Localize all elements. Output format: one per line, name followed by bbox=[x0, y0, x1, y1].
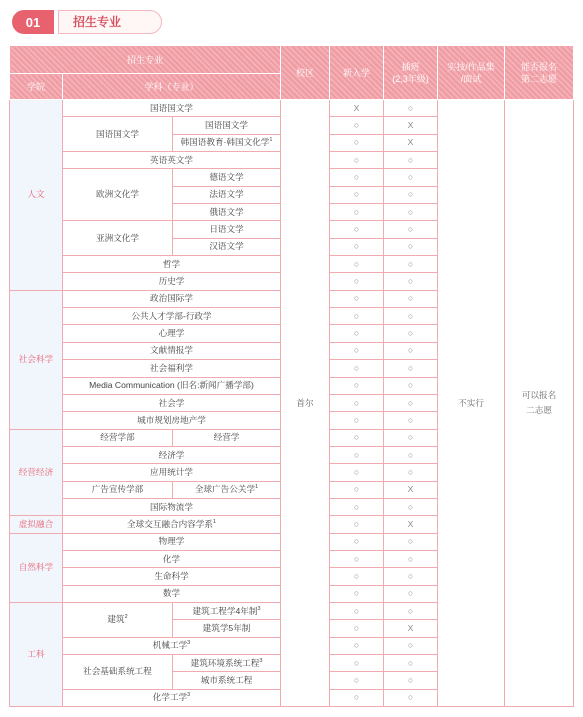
header-major: 学科（专业） bbox=[63, 74, 281, 100]
major-name: 国际物流学 bbox=[63, 498, 281, 515]
college-name: 虚拟融合 bbox=[10, 516, 63, 533]
transfer-mark: ○ bbox=[384, 412, 438, 429]
footnote-mark: 3 bbox=[259, 657, 263, 664]
footnote-mark: 3 bbox=[187, 640, 191, 647]
transfer-mark: ○ bbox=[384, 360, 438, 377]
header-transfer bbox=[384, 46, 438, 100]
major-name: 汉语文学 bbox=[173, 238, 281, 255]
major-name: 政治国际学 bbox=[63, 290, 281, 307]
freshman-mark: ○ bbox=[330, 481, 384, 498]
major-name: 化学 bbox=[63, 550, 281, 567]
freshman-mark: ○ bbox=[330, 689, 384, 706]
freshman-mark: ○ bbox=[330, 412, 384, 429]
transfer-mark: ○ bbox=[384, 325, 438, 342]
transfer-mark: ○ bbox=[384, 238, 438, 255]
transfer-mark: ○ bbox=[384, 221, 438, 238]
header-second-choice bbox=[505, 46, 574, 100]
major-name: 城市规划房地产学 bbox=[63, 412, 281, 429]
major-name: 英语英文学 bbox=[63, 152, 281, 169]
transfer-mark: ○ bbox=[384, 464, 438, 481]
transfer-mark: ○ bbox=[384, 290, 438, 307]
header-transfer-main: 插班 bbox=[401, 61, 420, 72]
major-name: 生命科学 bbox=[63, 568, 281, 585]
footnote-mark: 3 bbox=[257, 605, 261, 612]
major-name: 文献情报学 bbox=[63, 342, 281, 359]
freshman-mark: ○ bbox=[330, 256, 384, 273]
freshman-mark: ○ bbox=[330, 186, 384, 203]
major-name: 社会学 bbox=[63, 394, 281, 411]
department-name: 国语国文学 bbox=[63, 117, 173, 152]
major-name: 全球广告公关学$^1$ bbox=[173, 481, 281, 498]
transfer-mark: ○ bbox=[384, 655, 438, 672]
freshman-mark: ○ bbox=[330, 308, 384, 325]
header-group: 招生专业 bbox=[10, 46, 281, 74]
section-number: 01 bbox=[12, 10, 54, 34]
transfer-mark: ○ bbox=[384, 550, 438, 567]
freshman-mark: ○ bbox=[330, 238, 384, 255]
freshman-mark: ○ bbox=[330, 134, 384, 151]
header-practical bbox=[438, 46, 505, 100]
campus-value: 首尔 bbox=[281, 100, 330, 707]
footnote-mark: 3 bbox=[187, 692, 191, 699]
transfer-mark: ○ bbox=[384, 152, 438, 169]
freshman-mark: ○ bbox=[330, 550, 384, 567]
major-name: 数学 bbox=[63, 585, 281, 602]
transfer-mark: ○ bbox=[384, 100, 438, 117]
transfer-mark: ○ bbox=[384, 672, 438, 689]
transfer-mark: ○ bbox=[384, 377, 438, 394]
department-name: 广告宣传学部 bbox=[63, 481, 173, 498]
transfer-mark: ○ bbox=[384, 637, 438, 654]
footnote-mark: 2 bbox=[124, 614, 128, 621]
freshman-mark: ○ bbox=[330, 533, 384, 550]
major-name: 物理学 bbox=[63, 533, 281, 550]
freshman-mark: ○ bbox=[330, 585, 384, 602]
freshman-mark: ○ bbox=[330, 360, 384, 377]
transfer-mark: ○ bbox=[384, 689, 438, 706]
major-name: 建筑学5年制 bbox=[173, 620, 281, 637]
freshman-mark: ○ bbox=[330, 221, 384, 238]
section-title: 招生专业 bbox=[58, 10, 162, 34]
major-name: 建筑工程学4年制$^3$ bbox=[173, 602, 281, 619]
freshman-mark: ○ bbox=[330, 498, 384, 515]
freshman-mark: ○ bbox=[330, 464, 384, 481]
major-name: 机械工学$^3$ bbox=[63, 637, 281, 654]
freshman-mark: ○ bbox=[330, 602, 384, 619]
transfer-mark: ○ bbox=[384, 446, 438, 463]
freshman-mark: ○ bbox=[330, 672, 384, 689]
freshman-mark: ○ bbox=[330, 117, 384, 134]
freshman-mark: ○ bbox=[330, 394, 384, 411]
transfer-mark: X bbox=[384, 481, 438, 498]
department-name: 社会基础系统工程 bbox=[63, 655, 173, 690]
header-practical-main: 实技/作品集 bbox=[447, 61, 495, 72]
freshman-mark: ○ bbox=[330, 204, 384, 221]
freshman-mark: ○ bbox=[330, 152, 384, 169]
transfer-mark: X bbox=[384, 117, 438, 134]
college-name: 工科 bbox=[10, 602, 63, 706]
second-choice-line: 可以报名 bbox=[521, 390, 557, 401]
table-row bbox=[10, 100, 574, 117]
major-name: 化学工学$^3$ bbox=[63, 689, 281, 706]
major-name: 建筑环境系统工程$^3$ bbox=[173, 655, 281, 672]
college-name: 经营经济 bbox=[10, 429, 63, 516]
major-name: 哲学 bbox=[63, 256, 281, 273]
section-header bbox=[12, 10, 162, 34]
practical-value: 不实行 bbox=[438, 100, 505, 707]
major-name: 国语国文学 bbox=[173, 117, 281, 134]
college-name: 人文 bbox=[10, 100, 63, 291]
freshman-mark: ○ bbox=[330, 446, 384, 463]
freshman-mark: ○ bbox=[330, 620, 384, 637]
major-name: 日语文学 bbox=[173, 221, 281, 238]
department-name: 亚洲文化学 bbox=[63, 221, 173, 256]
transfer-mark: ○ bbox=[384, 169, 438, 186]
transfer-mark: ○ bbox=[384, 533, 438, 550]
second-choice-value bbox=[505, 100, 574, 707]
transfer-mark: ○ bbox=[384, 186, 438, 203]
department-name: 欧洲文化学 bbox=[63, 169, 173, 221]
header-college: 学院 bbox=[10, 74, 63, 100]
transfer-mark: X bbox=[384, 620, 438, 637]
major-name: 国语国文学 bbox=[63, 100, 281, 117]
freshman-mark: ○ bbox=[330, 169, 384, 186]
major-name: 应用统计学 bbox=[63, 464, 281, 481]
transfer-mark: X bbox=[384, 516, 438, 533]
freshman-mark: ○ bbox=[330, 290, 384, 307]
department-name: 经营学部 bbox=[63, 429, 173, 446]
freshman-mark: ○ bbox=[330, 325, 384, 342]
major-name: 法语文学 bbox=[173, 186, 281, 203]
freshman-mark: ○ bbox=[330, 568, 384, 585]
freshman-mark: ○ bbox=[330, 429, 384, 446]
footnote-mark: 1 bbox=[269, 137, 273, 144]
second-choice-line: 二志愿 bbox=[526, 405, 552, 416]
transfer-mark: ○ bbox=[384, 585, 438, 602]
major-name: 心理学 bbox=[63, 325, 281, 342]
freshman-mark: ○ bbox=[330, 377, 384, 394]
footnote-mark: 1 bbox=[255, 484, 259, 491]
header-practical-sub: /面试 bbox=[460, 73, 482, 84]
major-name: 经营学 bbox=[173, 429, 281, 446]
transfer-mark: ○ bbox=[384, 342, 438, 359]
transfer-mark: ○ bbox=[384, 204, 438, 221]
transfer-mark: ○ bbox=[384, 308, 438, 325]
freshman-mark: ○ bbox=[330, 637, 384, 654]
freshman-mark: ○ bbox=[330, 516, 384, 533]
major-name: 社会福利学 bbox=[63, 360, 281, 377]
header-second-choice-main: 能否报名 bbox=[521, 61, 558, 72]
footnote-mark: 1 bbox=[212, 519, 217, 526]
major-name: 俄语文学 bbox=[173, 204, 281, 221]
transfer-mark: ○ bbox=[384, 429, 438, 446]
transfer-mark: ○ bbox=[384, 394, 438, 411]
transfer-mark: ○ bbox=[384, 273, 438, 290]
college-name: 自然科学 bbox=[10, 533, 63, 602]
freshman-mark: X bbox=[330, 100, 384, 117]
major-name: 德语文学 bbox=[173, 169, 281, 186]
major-name: 韩国语教育·韩国文化学$^1$ bbox=[173, 134, 281, 151]
header-campus: 校区 bbox=[281, 46, 330, 100]
admission-table bbox=[9, 45, 574, 707]
college-name: 社会科学 bbox=[10, 290, 63, 429]
major-name: 经济学 bbox=[63, 446, 281, 463]
transfer-mark: X bbox=[384, 134, 438, 151]
header-second-choice-sub: 第二志愿 bbox=[521, 73, 558, 84]
major-name: 城市系统工程 bbox=[173, 672, 281, 689]
transfer-mark: ○ bbox=[384, 602, 438, 619]
transfer-mark: ○ bbox=[384, 256, 438, 273]
major-name: Media Communication (旧名:新闻广播学部) bbox=[63, 377, 281, 394]
major-name: 全球交互融合内容学系$^1$ bbox=[63, 516, 281, 533]
major-name: 公共人才学部-行政学 bbox=[63, 308, 281, 325]
freshman-mark: ○ bbox=[330, 342, 384, 359]
freshman-mark: ○ bbox=[330, 655, 384, 672]
major-name: 历史学 bbox=[63, 273, 281, 290]
transfer-mark: ○ bbox=[384, 568, 438, 585]
freshman-mark: ○ bbox=[330, 273, 384, 290]
transfer-mark: ○ bbox=[384, 498, 438, 515]
department-name: 建筑$^2$ bbox=[63, 602, 173, 637]
header-transfer-sub: (2,3年级) bbox=[392, 73, 429, 84]
header-freshman: 新入学 bbox=[330, 46, 384, 100]
